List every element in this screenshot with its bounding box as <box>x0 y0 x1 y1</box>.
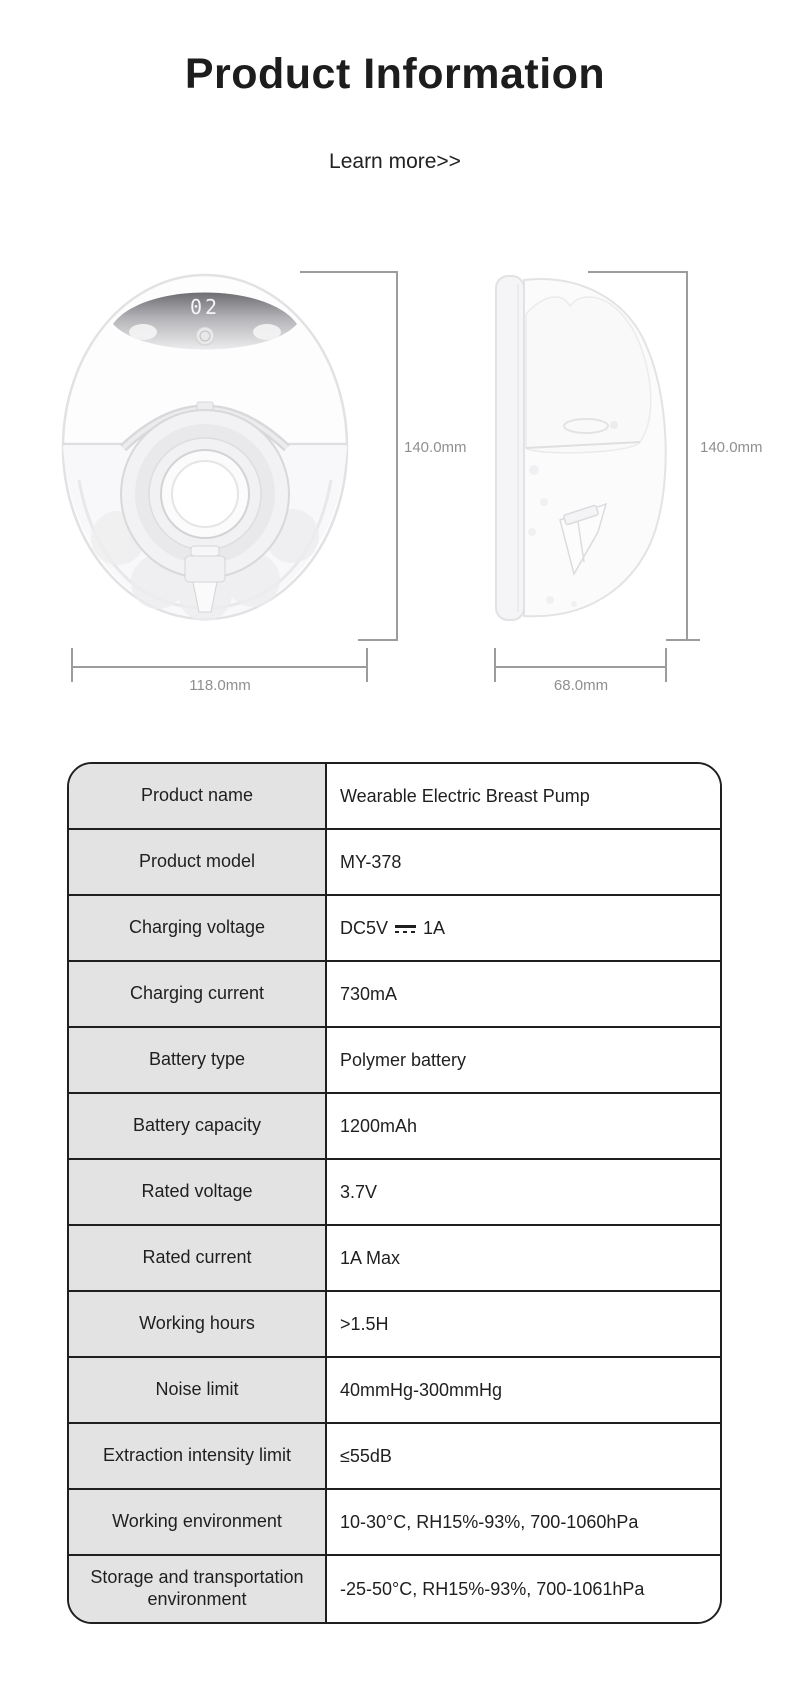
side-width-label: 68.0mm <box>553 677 609 694</box>
side-width-tick-left <box>494 648 496 682</box>
spec-value: Polymer battery <box>327 1028 720 1092</box>
spec-value: 1200mAh <box>327 1094 720 1158</box>
table-row <box>69 764 720 830</box>
table-row <box>69 1292 720 1358</box>
spec-label: Noise limit <box>69 1358 327 1422</box>
table-row <box>69 896 720 962</box>
breast-pump-front-illustration <box>55 270 355 625</box>
spec-value: 730mA <box>327 962 720 1026</box>
table-row <box>69 962 720 1028</box>
direct-current-icon <box>395 925 416 933</box>
power-button-icon <box>196 327 214 345</box>
spec-label: Rated current <box>69 1226 327 1290</box>
table-row <box>69 830 720 896</box>
spec-label: Extraction intensity limit <box>69 1424 327 1488</box>
spec-value: ≤55dB <box>327 1424 720 1488</box>
spec-value: 1A Max <box>327 1226 720 1290</box>
breast-pump-side-illustration <box>478 270 673 625</box>
spec-value: 40mmHg-300mmHg <box>327 1358 720 1422</box>
flange-edge <box>496 276 524 620</box>
led-display-text: 02 <box>189 295 221 319</box>
spec-value: >1.5H <box>327 1292 720 1356</box>
plus-button-icon <box>253 324 281 340</box>
spec-table <box>67 762 722 1624</box>
table-row <box>69 1226 720 1292</box>
front-width-label: 118.0mm <box>189 677 251 694</box>
spec-label: Charging current <box>69 962 327 1026</box>
table-row <box>69 1358 720 1424</box>
learn-more-link[interactable]: Learn more>> <box>329 150 461 173</box>
spec-label: Product name <box>69 764 327 828</box>
front-height-line <box>396 271 398 641</box>
spec-label: Working hours <box>69 1292 327 1356</box>
spec-label: Working environment <box>69 1490 327 1554</box>
spec-value: MY-378 <box>327 830 720 894</box>
spec-label: Battery type <box>69 1028 327 1092</box>
spec-value: 10-30°C, RH15%-93%, 700-1060hPa <box>327 1490 720 1554</box>
side-view-figure <box>478 270 673 625</box>
page-title: Product Information <box>184 50 606 98</box>
flange-tunnel <box>172 461 238 527</box>
side-width-line <box>495 666 667 668</box>
spec-label: Rated voltage <box>69 1160 327 1224</box>
front-height-tick-bottom <box>358 639 398 641</box>
side-height-line <box>686 271 688 641</box>
front-height-tick-top <box>300 271 398 273</box>
spec-value <box>327 896 720 960</box>
spec-value: 3.7V <box>327 1160 720 1224</box>
spec-value-post: 1A <box>423 917 446 938</box>
table-row <box>69 1424 720 1490</box>
table-row <box>69 1160 720 1226</box>
front-width-line <box>72 666 368 668</box>
front-height-label: 140.0mm <box>404 439 467 456</box>
spec-value: Wearable Electric Breast Pump <box>327 764 720 828</box>
table-row <box>69 1490 720 1556</box>
spec-label: Product model <box>69 830 327 894</box>
spec-label: Charging voltage <box>69 896 327 960</box>
side-height-tick-top <box>588 271 688 273</box>
spec-value: -25-50°C, RH15%-93%, 700-1061hPa <box>327 1556 720 1622</box>
front-width-tick-left <box>71 648 73 682</box>
front-width-tick-right <box>366 648 368 682</box>
table-row <box>69 1556 720 1622</box>
table-row <box>69 1094 720 1160</box>
side-height-tick-bottom <box>666 639 700 641</box>
front-view-figure <box>55 270 355 625</box>
side-width-tick-right <box>665 648 667 682</box>
minus-button-icon <box>129 324 157 340</box>
side-height-label: 140.0mm <box>700 439 763 456</box>
spec-value-pre: DC5V <box>340 917 389 938</box>
table-row <box>69 1028 720 1094</box>
spec-label: Battery capacity <box>69 1094 327 1158</box>
spec-label: Storage and transportation environment <box>69 1556 327 1622</box>
